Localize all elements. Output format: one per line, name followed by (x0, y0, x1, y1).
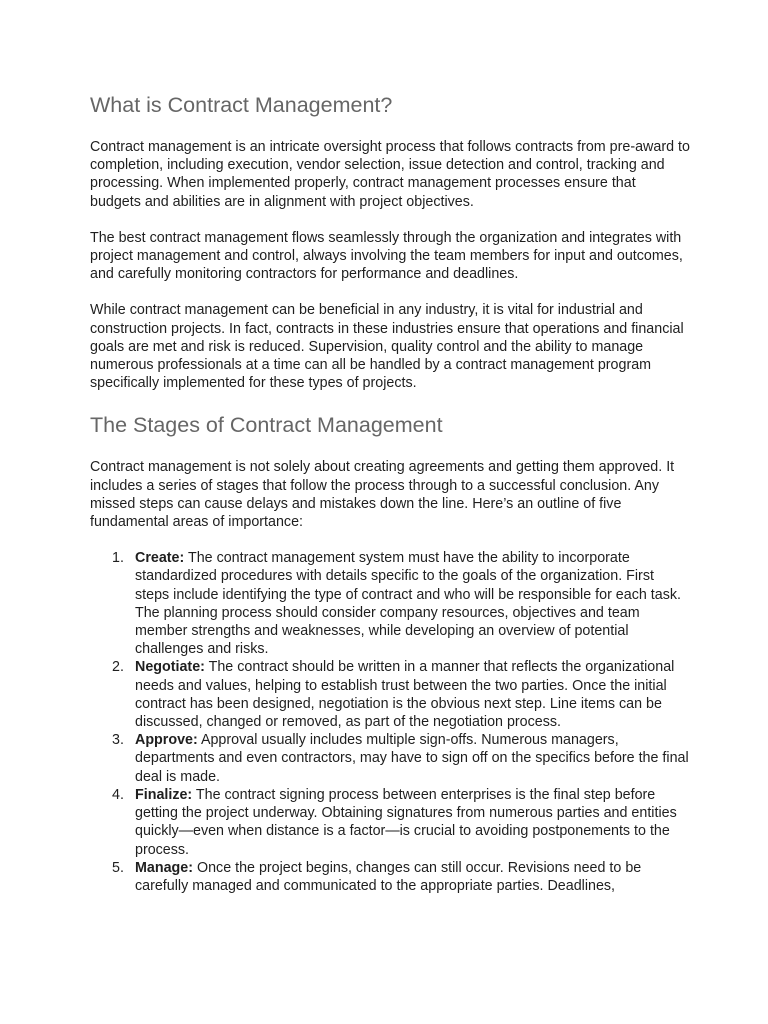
section-heading-stages: The Stages of Contract Management (90, 413, 443, 438)
stage-term: Approve: (135, 732, 198, 749)
list-number: 1. (112, 550, 124, 567)
stage-text: The contract should be written in a manner that reflects the organizational needs and values, helping to establish trust between the two parties. Once the initial contract has been designed, negotiation is the obvious next step. Line items can be discussed, changed or removed, as part of the negotiation process. (135, 659, 675, 731)
stages-list (90, 549, 690, 895)
stage-text: The contract signing process between enterprises is the final step before getting the project underway. Obtaining signatures from numerous parties and entities quickly—even when distance is a factor—is crucial to avoiding postponements to the process. (135, 786, 677, 858)
list-number: 4. (112, 786, 124, 803)
stage-text: Approval usually includes multiple sign-offs. Numerous managers, departments and even contractors, may have to sign off on the specifics before the final deal is made. (135, 732, 689, 785)
stage-term: Manage: (135, 859, 193, 876)
list-item (90, 731, 690, 786)
stage-term: Negotiate: (135, 659, 205, 676)
section-heading-what-is: What is Contract Management? (90, 93, 393, 117)
list-number: 5. (112, 859, 124, 876)
list-item (90, 658, 690, 731)
paragraph-stages-intro: Contract management is not solely about creating agreements and getting them approved. It includes a series of stages that follow the process through to a successful conclusion. Any missed steps can cause delays and mistakes down the line. Here’s an outline of five fundamental areas of importance: (90, 459, 675, 531)
paragraph-best-practice: The best contract management flows seamlessly through the organization and integrates with project management and control, always involving the team members for input and outcomes, and carefully monitoring contractors for performance and deadlines. (90, 229, 683, 283)
paragraph-industries: While contract management can be beneficial in any industry, it is vital for industrial and construction projects. In fact, contracts in these industries ensure that operations and financial goals are met and risk is reduced. Supervision, quality control and the ability to manage numerous professionals at a time can all be handled by a contract management program specifically implemented for these types of projects. (90, 302, 684, 392)
list-item (90, 859, 690, 895)
list-item (90, 786, 690, 859)
document-page (90, 90, 690, 895)
stage-term: Finalize: (135, 786, 193, 803)
list-item (90, 549, 690, 658)
list-number: 3. (112, 732, 124, 749)
list-number: 2. (112, 659, 124, 676)
stage-text: Once the project begins, changes can still occur. Revisions need to be carefully managed and communicated to the appropriate parties. Deadlines, (135, 859, 642, 894)
stage-text: The contract management system must have the ability to incorporate standardized procedures with details specific to the goals of the organization. First steps include identifying the type of contract and who will be responsible for each task. The planning process should consider company resources, objectives and team member strengths and weaknesses, while developing an overview of potential challenges and risks. (135, 550, 681, 658)
stage-term: Create: (135, 550, 185, 567)
paragraph-definition: Contract management is an intricate oversight process that follows contracts from pre-award to completion, including execution, vendor selection, issue detection and control, tracking and processing. When implemented properly, contract management processes ensure that budgets and abilities are in alignment with project objectives. (90, 139, 690, 210)
